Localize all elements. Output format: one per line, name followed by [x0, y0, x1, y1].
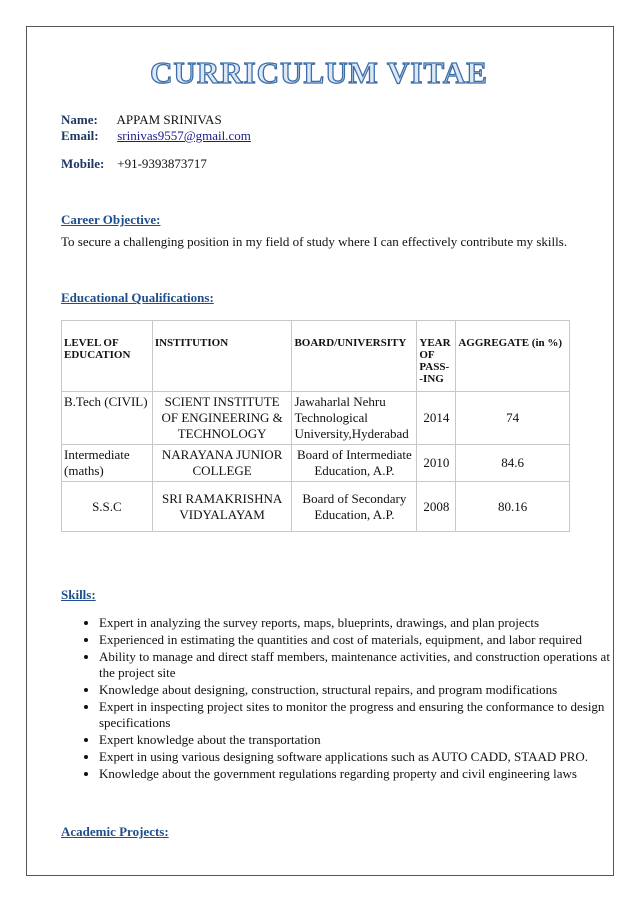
cell-level: B.Tech (CIVIL) [62, 392, 153, 445]
cell-level: S.S.C [62, 482, 153, 532]
cell-institution: SCIENT INSTITUTE OF ENGINEERING & TECHNOLOGY [152, 392, 292, 445]
list-item: • Ability to manage and direct staff members, maintenance activities, and construction operations at the project site [99, 649, 629, 681]
cell-year: 2010 [417, 445, 456, 482]
education-table [61, 320, 570, 532]
list-item: • Knowledge about designing, construction, structural repairs, and program modifications [99, 682, 629, 698]
list-item: • Experienced in estimating the quantities and cost of materials, equipment, and labor required [99, 632, 629, 648]
career-objective-heading: Career Objective: [61, 212, 161, 227]
name-row [61, 112, 222, 128]
mobile-row [61, 156, 207, 172]
cell-year: 2014 [417, 392, 456, 445]
email-row [61, 128, 251, 144]
skills-heading: Skills: [61, 587, 96, 602]
header-aggregate: AGGREGATE (in %) [456, 321, 570, 392]
cell-level: Intermediate (maths) [62, 445, 153, 482]
cell-year: 2008 [417, 482, 456, 532]
cell-aggregate: 74 [456, 392, 570, 445]
career-objective-text: To secure a challenging position in my field of study where I can effectively contribute my skills. [61, 234, 568, 249]
mobile-label: Mobile: [61, 156, 105, 171]
email-link[interactable]: srinivas9557@gmail.com [117, 128, 251, 143]
header-institution: INSTITUTION [152, 321, 292, 392]
cell-board: Board of Intermediate Education, A.P. [292, 445, 417, 482]
name-label: Name: [61, 112, 98, 127]
skills-list [61, 615, 629, 783]
table-row [62, 445, 570, 482]
header-board: BOARD/UNIVERSITY [292, 321, 417, 392]
list-item: • Knowledge about the government regulations regarding property and civil engineering laws [99, 766, 629, 782]
header-year: YEAR OF PASS- -ING [417, 321, 456, 392]
academic-projects-heading: Academic Projects: [61, 824, 169, 839]
document-title: CURRICULUM VITAE [150, 55, 488, 90]
table-header-row [62, 321, 570, 392]
cell-aggregate: 84.6 [456, 445, 570, 482]
cell-board: Board of Secondary Education, A.P. [292, 482, 417, 532]
list-item: • Expert in inspecting project sites to monitor the progress and ensuring the conformance to design specifications [99, 699, 629, 731]
cell-institution: NARAYANA JUNIOR COLLEGE [152, 445, 292, 482]
list-item: • Expert knowledge about the transportation [99, 732, 629, 748]
list-item: • Expert in using various designing software applications such as AUTO CADD, STAAD PRO. [99, 749, 629, 765]
mobile-value: +91-9393873717 [117, 156, 207, 171]
email-label: Email: [61, 128, 99, 143]
education-heading: Educational Qualifications: [61, 290, 214, 305]
name-value: APPAM SRINIVAS [116, 112, 222, 127]
cell-board: Jawaharlal Nehru Technological University,Hyderabad [292, 392, 417, 445]
cell-institution: SRI RAMAKRISHNA VIDYALAYAM [152, 482, 292, 532]
header-level: LEVEL OF EDUCATION [62, 321, 153, 392]
table-row [62, 392, 570, 445]
cell-aggregate: 80.16 [456, 482, 570, 532]
list-item: • Expert in analyzing the survey reports, maps, blueprints, drawings, and plan projects [99, 615, 629, 631]
table-row [62, 482, 570, 532]
